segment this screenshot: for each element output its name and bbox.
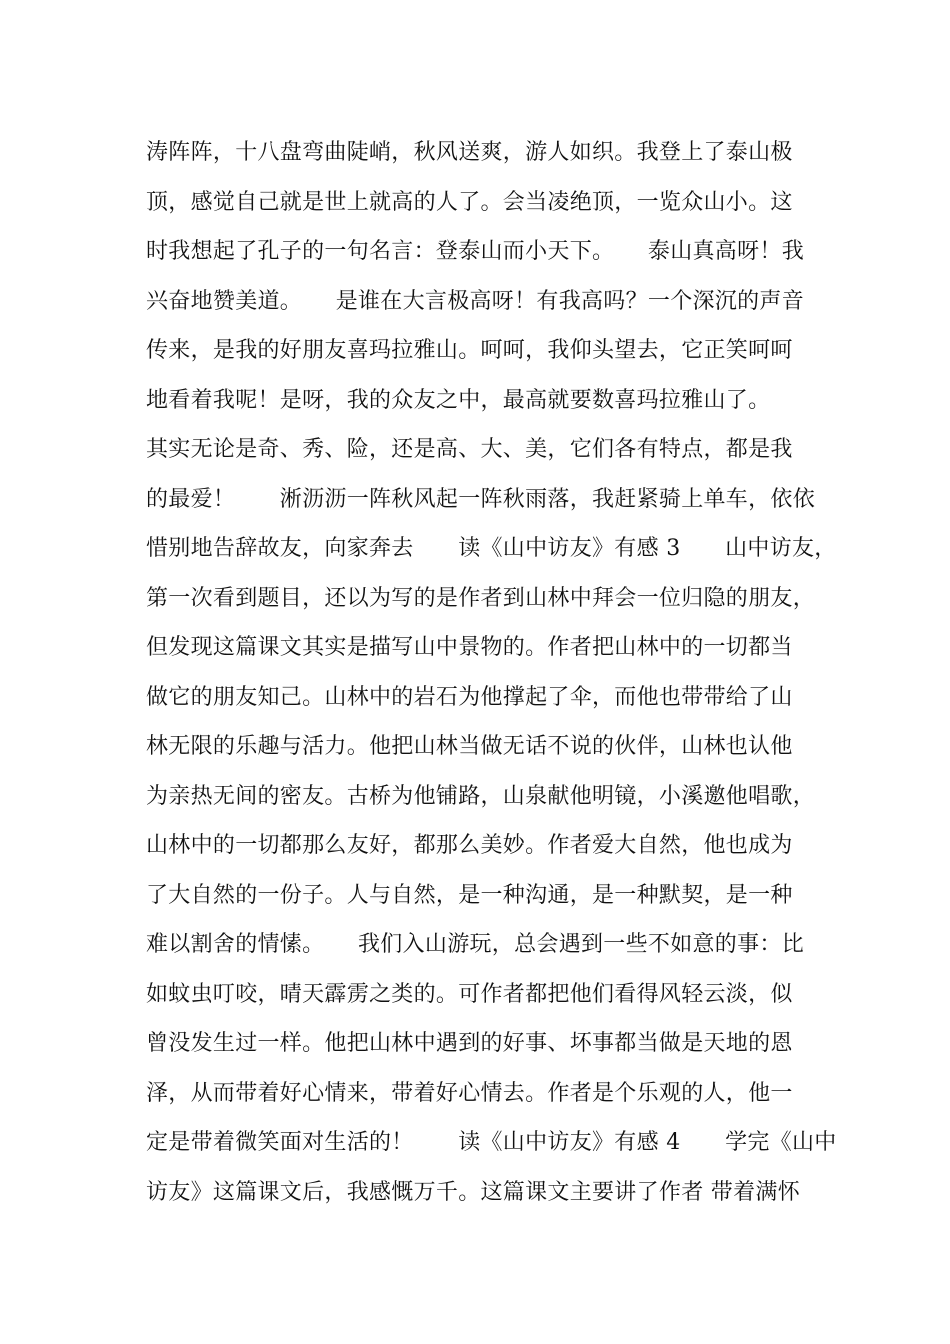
text-line: 其实无论是奇、秀、险，还是高、大、美，它们各有特点，都是我 [146, 437, 793, 462]
text-line: 访友》这篇课文后，我感慨万千。这篇课文主要讲了作者 带着满怀 [146, 1179, 800, 1205]
text-line: 山林中的一切都那么友好，都那么美妙。作者爱大自然，他也成为 [146, 833, 793, 858]
body-text [146, 128, 837, 1217]
text-line: 惜别地告辞故友，向家奔去 读《山中访友》有感 3 山中访友， [146, 536, 837, 561]
text-line: 做它的朋友知己。山林中的岩石为他撑起了伞，而他也带带给了山 [146, 684, 793, 710]
text-line: 时我想起了孔子的一句名言：登泰山而小天下。 泰山真高呀！我 [146, 239, 805, 264]
text-line: 但发现这篇课文其实是描写山中景物的。作者把山林中的一切都当 [146, 635, 793, 660]
text-line: 曾没发生过一样。他把山林中遇到的好事、坏事都当做是天地的恩 [146, 1031, 793, 1056]
text-line: 难以割舍的情愫。 我们入山游玩，总会遇到一些不如意的事：比 [146, 932, 805, 957]
text-line: 定是带着微笑面对生活的！ 读《山中访友》有感 4 学完《山中 [146, 1130, 837, 1155]
text-line: 林无限的乐趣与活力。他把山林当做无话不说的伙伴，山林也认他 [146, 734, 793, 759]
text-line: 传来，是我的好朋友喜玛拉雅山。呵呵，我仰头望去，它正笑呵呵 [146, 338, 793, 363]
text-line: 顶，感觉自己就是世上就高的人了。会当凌绝顶，一览众山小。这 [146, 189, 793, 215]
text-line: 如蚊虫叮咬，晴天霹雳之类的。可作者都把他们看得风轻云淡，似 [146, 981, 793, 1007]
text-line: 为亲热无间的密友。古桥为他铺路，山泉献他明镜，小溪邀他唱歌， [146, 783, 816, 809]
text-line: 涛阵阵，十八盘弯曲陡峭，秋风送爽，游人如织。我登上了泰山极 [146, 140, 793, 165]
text-line: 第一次看到题目，还以为写的是作者到山林中拜会一位归隐的朋友， [146, 585, 816, 611]
text-line: 地看着我呢！是呀，我的众友之中，最高就要数喜玛拉雅山了。 [146, 387, 771, 413]
text-line: 的最爱！ 淅沥沥一阵秋风起一阵秋雨落，我赶紧骑上单车，依依 [146, 486, 816, 512]
text-line: 了大自然的一份子。人与自然，是一种沟通，是一种默契，是一种 [146, 882, 793, 908]
text-line: 泽，从而带着好心情来，带着好心情去。作者是个乐观的人，他一 [146, 1080, 793, 1106]
text-line: 兴奋地赞美道。 是谁在大言极高呀！有我高吗？一个深沉的声音 [146, 288, 805, 314]
